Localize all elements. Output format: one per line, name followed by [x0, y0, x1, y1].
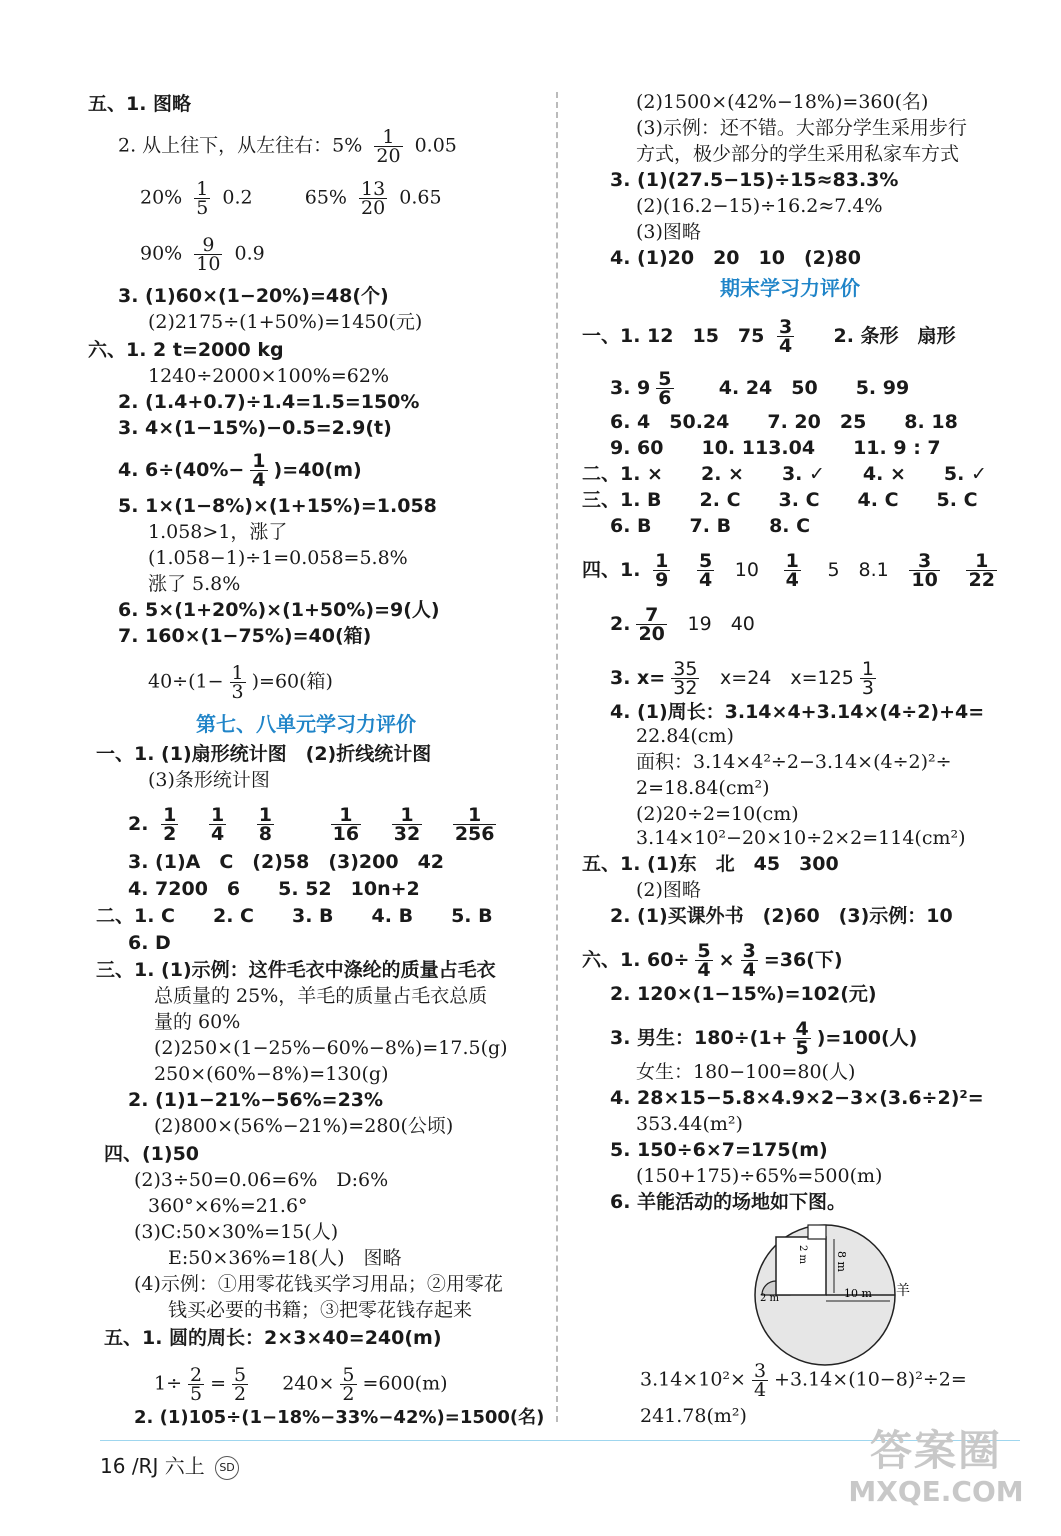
denominator: 22 [968, 569, 995, 591]
fraction [374, 128, 402, 165]
u5-1b [154, 1366, 448, 1403]
numerator: 1 [210, 804, 225, 826]
s6-1a: 六、1. 2 t=2000 kg [88, 339, 284, 361]
e-four4a: 4. (1)周长：3.14×4+3.14×(4÷2)+4= [610, 701, 985, 723]
section-title-final: 期末学习力评价 [720, 276, 860, 300]
label-2m-bottom: 2 m [760, 1293, 780, 1304]
fraction [752, 1362, 768, 1399]
s6-4-post: )=40(m) [273, 459, 362, 481]
e-four-mid: 5 8.1 [827, 559, 889, 581]
e-four3-pre: 3. x= [610, 667, 666, 689]
e-two: 二、1. × 2. × 3. ✓ 4. × 5. ✓ [582, 463, 987, 485]
house-top-rect [808, 1225, 826, 1239]
e-last-post: +3.14×(10−8)²÷2= [774, 1368, 967, 1391]
u5-1b-post: =600(m) [362, 1372, 448, 1395]
fraction [161, 806, 178, 843]
watermark-text: 答案圈 [869, 1426, 1002, 1475]
denominator: 2 [234, 1383, 247, 1405]
e-four4d: 2=18.84(cm²) [636, 777, 770, 799]
fraction [909, 552, 939, 589]
denominator: 4 [697, 959, 711, 981]
e-four2-post: 19 40 [687, 613, 755, 635]
fraction [784, 552, 801, 589]
denominator: 32 [673, 677, 698, 699]
numerator: 35 [673, 658, 698, 680]
numerator: 1 [196, 178, 209, 200]
denominator: 2 [163, 823, 177, 845]
u4-1: 四、(1)50 [104, 1143, 200, 1165]
column-divider [556, 92, 558, 1422]
s6-5d: 涨了 5.8% [148, 573, 241, 595]
s6-4 [118, 452, 362, 489]
u4-3a: (3)C:50×30%=15(人) [134, 1221, 339, 1243]
fraction [194, 180, 210, 217]
denominator: 10 [196, 253, 221, 275]
numerator: 1 [655, 550, 669, 572]
e-six1-pre: 六、1. 60÷ [582, 949, 690, 971]
fraction [340, 1366, 356, 1403]
e-six1 [582, 942, 843, 979]
fraction [636, 606, 666, 643]
numerator: 1 [966, 552, 996, 571]
fraction [671, 660, 699, 697]
denominator: 16 [332, 823, 360, 845]
u4-2b: 360°×6%=21.6° [148, 1195, 308, 1217]
e-last [640, 1362, 967, 1399]
s6-5b: 1.058>1，涨了 [148, 521, 288, 543]
s5-2b [140, 180, 442, 217]
e-six3b: 女生：180−100=80(人) [636, 1061, 856, 1083]
r4: 3. (1)(27.5−15)÷15≈83.3% [610, 169, 899, 191]
e-six4b: 353.44(m²) [636, 1113, 743, 1135]
u2-1: 二、1. C 2. C 3. B 4. B 5. B [96, 905, 493, 927]
numerator: 5 [697, 940, 711, 962]
e-four4f: 3.14×10²−20×10÷2×2=114(cm²) [636, 827, 966, 849]
s6-7a: 7. 160×(1−75%)=40(箱) [118, 625, 372, 647]
r5: (2)(16.2−15)÷16.2≈7.4% [636, 195, 883, 217]
u5-1b-mid: 240× [282, 1372, 335, 1395]
u3-1b: 总质量的 25%，羊毛的质量占毛衣总质 [154, 985, 488, 1007]
e1-post: 2. 条形 扇形 [833, 325, 956, 347]
decimal: 0.2 [222, 186, 253, 209]
e-last-pre: 3.14×10²× [640, 1368, 746, 1391]
r2: (3)示例：还不错。大部分学生采用步行 [636, 117, 967, 139]
section-title-unit-7-8: 第七、八单元学习力评价 [196, 712, 416, 736]
denominator: 4 [210, 823, 225, 845]
denominator: 2 [342, 1383, 355, 1405]
fraction [188, 1366, 204, 1403]
page-footer [100, 1450, 239, 1480]
numerator: 9 [194, 236, 222, 255]
numerator: 1 [374, 128, 402, 147]
e-six3-post: )=100(人) [816, 1027, 918, 1049]
u3-1c: 量的 60% [154, 1011, 241, 1033]
fraction [359, 180, 387, 217]
fraction [860, 660, 876, 697]
u4-2a: (2)3÷50=0.06=6% D:6% [134, 1169, 389, 1191]
numerator: 3 [909, 552, 939, 571]
u2-6: 6. D [128, 932, 171, 954]
fraction [392, 806, 422, 843]
denominator: 5 [190, 1383, 203, 1405]
fraction [653, 552, 670, 589]
numerator: 1 [252, 450, 266, 472]
numerator: 3 [779, 316, 793, 338]
numerator: 5 [658, 368, 672, 390]
label-sheep: 羊 [896, 1283, 910, 1299]
s5-1: 五、1. 图略 [88, 93, 192, 115]
u1-1a: 一、1. (1)扇形统计图 (2)折线统计图 [96, 743, 432, 765]
e-six1-post: =36(下) [763, 949, 843, 971]
r7: 4. (1)20 20 10 (2)80 [610, 247, 861, 269]
e-four4b: 22.84(cm) [636, 725, 734, 747]
numerator: 4 [795, 1018, 809, 1040]
numerator: 1 [163, 804, 177, 826]
watermark [841, 1426, 1031, 1516]
sd-badge: SD [215, 1456, 239, 1480]
e-four-10: 10 [734, 559, 759, 581]
u1-2 [128, 806, 502, 843]
u4-4a: (4)示例：①用零花钱买学习用品；②用零花 [134, 1273, 503, 1295]
denominator: 5 [196, 197, 209, 219]
e-five1b: (2)图略 [636, 879, 701, 901]
fraction [194, 236, 222, 273]
numerator: 1 [392, 806, 422, 825]
e-five2: 2. (1)买课外书 (2)60 (3)示例：10 [610, 905, 953, 927]
fraction [232, 1366, 248, 1403]
s5-2a [118, 128, 457, 165]
e-four4e: (2)20÷2=10(cm) [636, 803, 799, 825]
u3-1e: 250×(60%−8%)=130(g) [154, 1063, 389, 1085]
denominator: 4 [252, 469, 266, 491]
e9: 9. 60 10. 113.04 11. 9 : 7 [610, 437, 941, 459]
e-four3 [610, 660, 882, 697]
e-five1a: 五、1. (1)东 北 45 300 [582, 853, 839, 875]
label-2m-top: 2 m [797, 1245, 808, 1265]
fraction [656, 370, 673, 407]
e3-post: 4. 24 50 5. 99 [718, 377, 910, 399]
e3 [610, 370, 909, 407]
numerator: 1 [258, 804, 273, 826]
decimal: 0.05 [414, 134, 457, 157]
fraction [250, 452, 267, 489]
u1-2-label: 2. [128, 813, 149, 835]
e-four3-mid: x=24 x=125 [720, 667, 854, 689]
u3-2b: (2)800×(56%−21%)=280(公顷) [154, 1115, 454, 1137]
s6-7b-post: )=60(箱) [251, 670, 333, 693]
fraction [230, 664, 246, 701]
e6: 6. 4 50.24 7. 20 25 8. 18 [610, 411, 958, 433]
e-six4a: 4. 28×15−5.8×4.9×2−3×(3.6÷2)²= [610, 1087, 984, 1109]
numerator: 5 [234, 1364, 247, 1386]
e-six5a: 5. 150÷6×7=175(m) [610, 1139, 828, 1161]
denominator: 32 [393, 823, 421, 845]
page-number: 16 [100, 1454, 126, 1478]
label-8m: 8 m [835, 1251, 848, 1272]
e-six5b: (150+175)÷65%=500(m) [636, 1165, 883, 1187]
e3-pre: 3. 9 [610, 377, 651, 399]
numerator: 1 [331, 806, 361, 825]
e-four2-label: 2. [610, 613, 631, 635]
numerator: 1 [453, 806, 497, 825]
u1-4: 4. 7200 6 5. 52 10n+2 [128, 878, 420, 900]
fraction [793, 1020, 810, 1057]
numerator: 1 [861, 658, 874, 680]
s6-1b: 1240÷2000×100%=62% [148, 365, 390, 387]
numerator: 1 [785, 550, 799, 572]
e-six2: 2. 120×(1−15%)=102(元) [610, 983, 877, 1005]
s5-2a-text: 2. 从上往下，从左往右：5% [118, 134, 363, 157]
denominator: 20 [638, 623, 665, 645]
e1-pre: 一、1. 12 15 75 [582, 325, 765, 347]
e-six6: 6. 羊能活动的场地如下图。 [610, 1191, 847, 1213]
sheep-area-figure [750, 1215, 920, 1375]
s5-3b: (2)2175÷(1+50%)=1450(元) [148, 311, 423, 333]
e-four4c: 面积：3.14×4²÷2−3.14×(4÷2)²÷ [636, 751, 952, 773]
numerator: 3 [742, 940, 756, 962]
fraction [209, 806, 226, 843]
u5-1b-pre: 1÷ [154, 1372, 183, 1395]
percent: 20% [140, 186, 183, 209]
fraction [331, 806, 361, 843]
u3-1a: 三、1. (1)示例：这件毛衣中涤纶的质量占毛衣 [96, 959, 496, 981]
denominator: 6 [658, 387, 672, 409]
fraction [697, 552, 714, 589]
r1: (2)1500×(42%−18%)=360(名) [636, 91, 929, 113]
e-four-label: 四、1. [582, 559, 641, 581]
denominator: 4 [753, 1379, 767, 1401]
equals: = [210, 1372, 227, 1395]
denominator: 4 [742, 959, 756, 981]
numerator: 2 [190, 1364, 203, 1386]
s6-5c: (1.058−1)÷1=0.058=5.8% [148, 547, 408, 569]
s6-3: 3. 4×(1−15%)−0.5=2.9(t) [118, 417, 392, 439]
denominator: 9 [655, 569, 669, 591]
u3-2a: 2. (1)1−21%−56%=23% [128, 1089, 384, 1111]
u3-1d: (2)250×(1−25%−60%−8%)=17.5(g) [154, 1037, 508, 1059]
e-six3 [610, 1020, 917, 1057]
denominator: 256 [454, 823, 495, 845]
s5-2c [140, 236, 265, 273]
fraction [695, 942, 712, 979]
percent: 65% [304, 186, 347, 209]
s5-3a: 3. (1)60×(1−20%)=48(个) [118, 285, 389, 307]
numerator: 7 [636, 606, 666, 625]
e-four1 [582, 552, 1003, 589]
fraction [257, 806, 274, 843]
e1 [582, 318, 956, 355]
s6-7b-pre: 40÷(1− [148, 670, 224, 693]
u1-3: 3. (1)A C (2)58 (3)200 42 [128, 851, 445, 873]
denominator: 8 [258, 823, 273, 845]
numerator: 13 [361, 178, 386, 200]
s6-2: 2. (1.4+0.7)÷1.4=1.5=150% [118, 391, 420, 413]
numerator: 5 [698, 550, 713, 572]
denominator: 3 [861, 677, 874, 699]
fraction [777, 318, 794, 355]
decimal: 0.9 [234, 242, 265, 265]
denominator: 3 [231, 681, 244, 703]
denominator: 4 [785, 569, 799, 591]
r6: (3)图略 [636, 221, 701, 243]
u4-4b: 钱买必要的书籍；③把零花钱存起来 [168, 1299, 473, 1321]
book-tag: /RJ 六上 [131, 1454, 205, 1478]
denominator: 10 [911, 569, 938, 591]
fraction [453, 806, 497, 843]
fraction [741, 942, 758, 979]
e-last2: 241.78(m²) [640, 1405, 747, 1427]
decimal: 0.65 [399, 186, 442, 209]
numerator: 3 [753, 1360, 767, 1382]
denominator: 20 [376, 145, 401, 167]
numerator: 5 [342, 1364, 355, 1386]
numerator: 1 [231, 662, 244, 684]
s6-5a: 5. 1×(1−8%)×(1+15%)=1.058 [118, 495, 437, 517]
denominator: 20 [361, 197, 386, 219]
denominator: 4 [698, 569, 713, 591]
times: × [718, 949, 735, 971]
denominator: 4 [779, 335, 793, 357]
fraction [966, 552, 996, 589]
e-six3-pre: 3. 男生：180÷(1+ [610, 1027, 788, 1049]
e-four2 [610, 606, 755, 643]
e-three: 三、1. B 2. C 3. C 4. C 5. C [582, 489, 978, 511]
s6-6: 6. 5×(1+20%)×(1+50%)=9(人) [118, 599, 440, 621]
u5-2: 2. (1)105÷(1−18%−33%−42%)=1500(名) [134, 1407, 545, 1428]
r3: 方式，极少部分的学生采用私家车方式 [636, 143, 960, 165]
denominator: 5 [795, 1037, 809, 1059]
e-three2: 6. B 7. B 8. C [610, 515, 811, 537]
u4-3b: E:50×36%=18(人) 图略 [168, 1247, 402, 1269]
s6-4-pre: 4. 6÷(40%− [118, 459, 245, 481]
percent: 90% [140, 242, 183, 265]
u5-1a: 五、1. 圆的周长：2×3×40=240(m) [104, 1327, 442, 1349]
s6-7b [148, 664, 333, 701]
label-10m: 10 m [844, 1287, 872, 1300]
watermark-url: MXQE.COM [848, 1475, 1024, 1508]
u1-1b: (3)条形统计图 [148, 769, 270, 791]
